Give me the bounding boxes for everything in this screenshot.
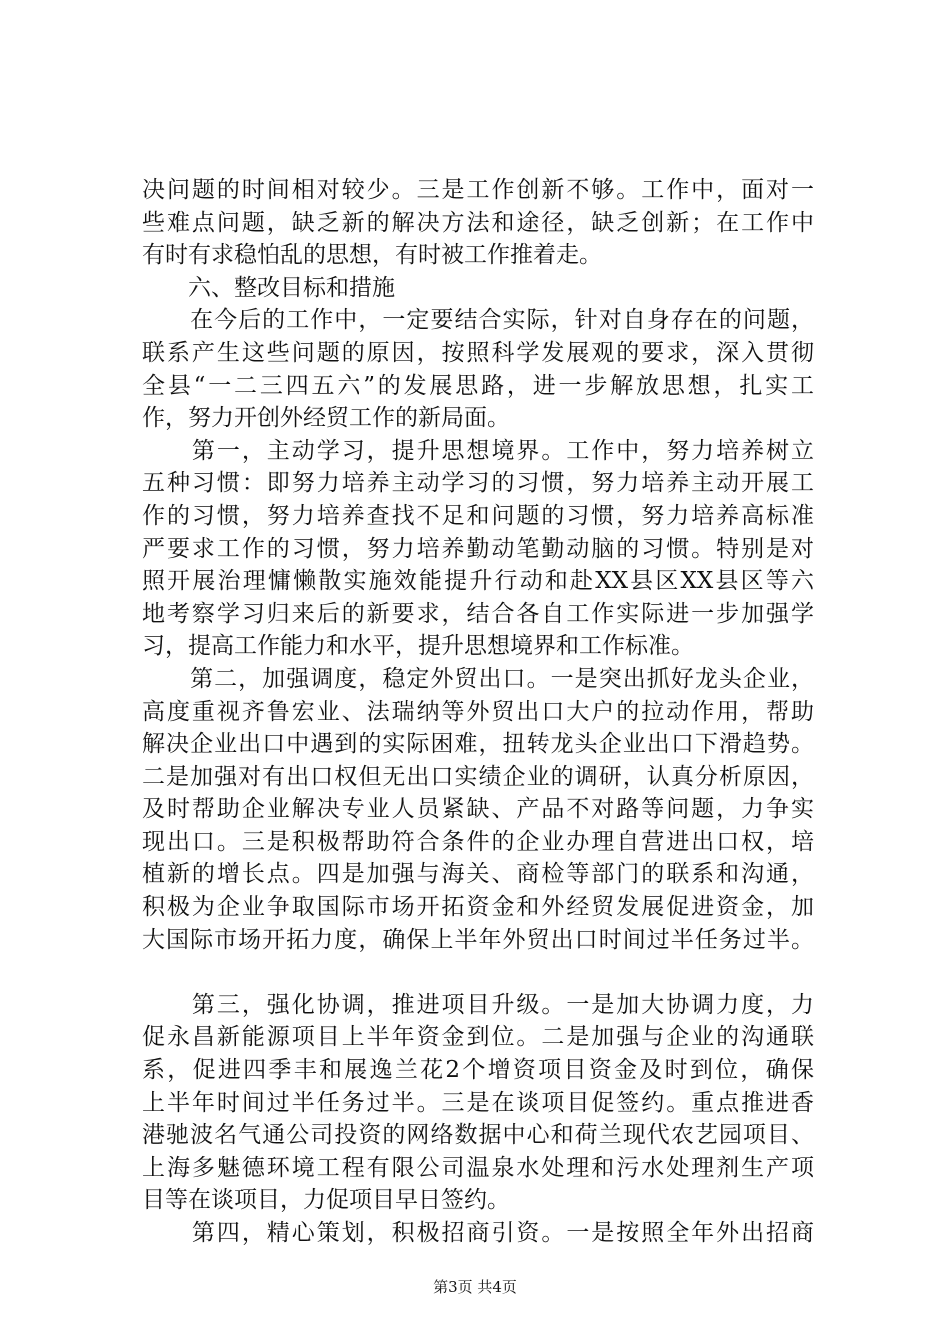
- text-line: 作的习惯，努力培养查找不足和问题的习惯，努力培养高标准: [142, 502, 814, 529]
- text-line: 及时帮助企业解决专业人员紧缺、产品不对路等问题，力争实: [142, 796, 814, 823]
- text-line: 决问题的时间相对较少。三是工作创新不够。工作中，面对一: [142, 177, 814, 203]
- text-line: 目等在谈项目，力促项目早日签约。: [142, 1187, 510, 1214]
- text-line: 作，努力开创外经贸工作的新局面。: [142, 405, 510, 432]
- text-line: 全县“一二三四五六”的发展思路，进一步解放思想，扎实工: [142, 372, 814, 399]
- text-line: 解决企业出口中遇到的实际困难，扭转龙头企业出口下滑趋势。: [142, 731, 814, 758]
- section-heading: 六、整改目标和措施: [142, 274, 395, 301]
- text-line: 上半年时间过半任务过半。三是在谈项目促签约。重点推进香: [142, 1089, 814, 1116]
- text-line: 第三，强化协调，推进项目升级。一是加大协调力度，力: [142, 991, 814, 1018]
- text-line: 照开展治理慵懒散实施效能提升行动和赴XX县区XX县区等六: [142, 568, 814, 595]
- text-line: 系，促进四季丰和展逸兰花2个增资项目资金及时到位，确保: [142, 1057, 814, 1084]
- text-line: 促永昌新能源项目上半年资金到位。二是加强与企业的沟通联: [142, 1024, 814, 1051]
- text-line: 习，提高工作能力和水平，提升思想境界和工作标准。: [142, 633, 694, 660]
- text-line: 植新的增长点。四是加强与海关、商检等部门的联系和沟通，: [142, 861, 814, 888]
- text-line: 第一，主动学习，提升思想境界。工作中，努力培养树立: [142, 437, 814, 464]
- text-line: 第四，精心策划，积极招商引资。一是按照全年外出招商: [142, 1220, 814, 1246]
- text-line: 第二，加强调度，稳定外贸出口。一是突出抓好龙头企业，: [142, 665, 814, 692]
- text-line: 联系产生这些问题的原因，按照科学发展观的要求，深入贯彻: [142, 339, 814, 366]
- paragraph-gap: [142, 956, 814, 989]
- text-line: 有时有求稳怕乱的思想，有时被工作推着走。: [142, 242, 602, 269]
- document-body: [142, 174, 814, 1250]
- text-line: 现出口。三是积极帮助符合条件的企业办理自营进出口权，培: [142, 828, 814, 855]
- text-line: 高度重视齐鲁宏业、法瑞纳等外贸出口大户的拉动作用，帮助: [142, 698, 814, 725]
- text-line: 积极为企业争取国际市场开拓资金和外经贸发展促进资金，加: [142, 894, 814, 921]
- text-line: 在今后的工作中，一定要结合实际，针对自身存在的问题，: [142, 307, 814, 334]
- text-line: 大国际市场开拓力度，确保上半年外贸出口时间过半任务过半。: [142, 926, 814, 953]
- text-line: 港驰波名气通公司投资的网络数据中心和荷兰现代农艺园项目、: [142, 1122, 814, 1149]
- text-line: 五种习惯：即努力培养主动学习的习惯，努力培养主动开展工: [142, 470, 814, 497]
- text-line: 上海多魅德环境工程有限公司温泉水处理和污水处理剂生产项: [142, 1154, 814, 1181]
- text-line: 严要求工作的习惯，努力培养勤动笔勤动脑的习惯。特别是对: [142, 535, 814, 562]
- text-line: 些难点问题，缺乏新的解决方法和途径，缺乏创新；在工作中: [142, 209, 814, 236]
- text-line: 地考察学习归来后的新要求，结合各自工作实际进一步加强学: [142, 600, 814, 627]
- page-number-footer: 第3页 共4页: [433, 1278, 517, 1296]
- text-line: 二是加强对有出口权但无出口实绩企业的调研，认真分析原因，: [142, 763, 814, 790]
